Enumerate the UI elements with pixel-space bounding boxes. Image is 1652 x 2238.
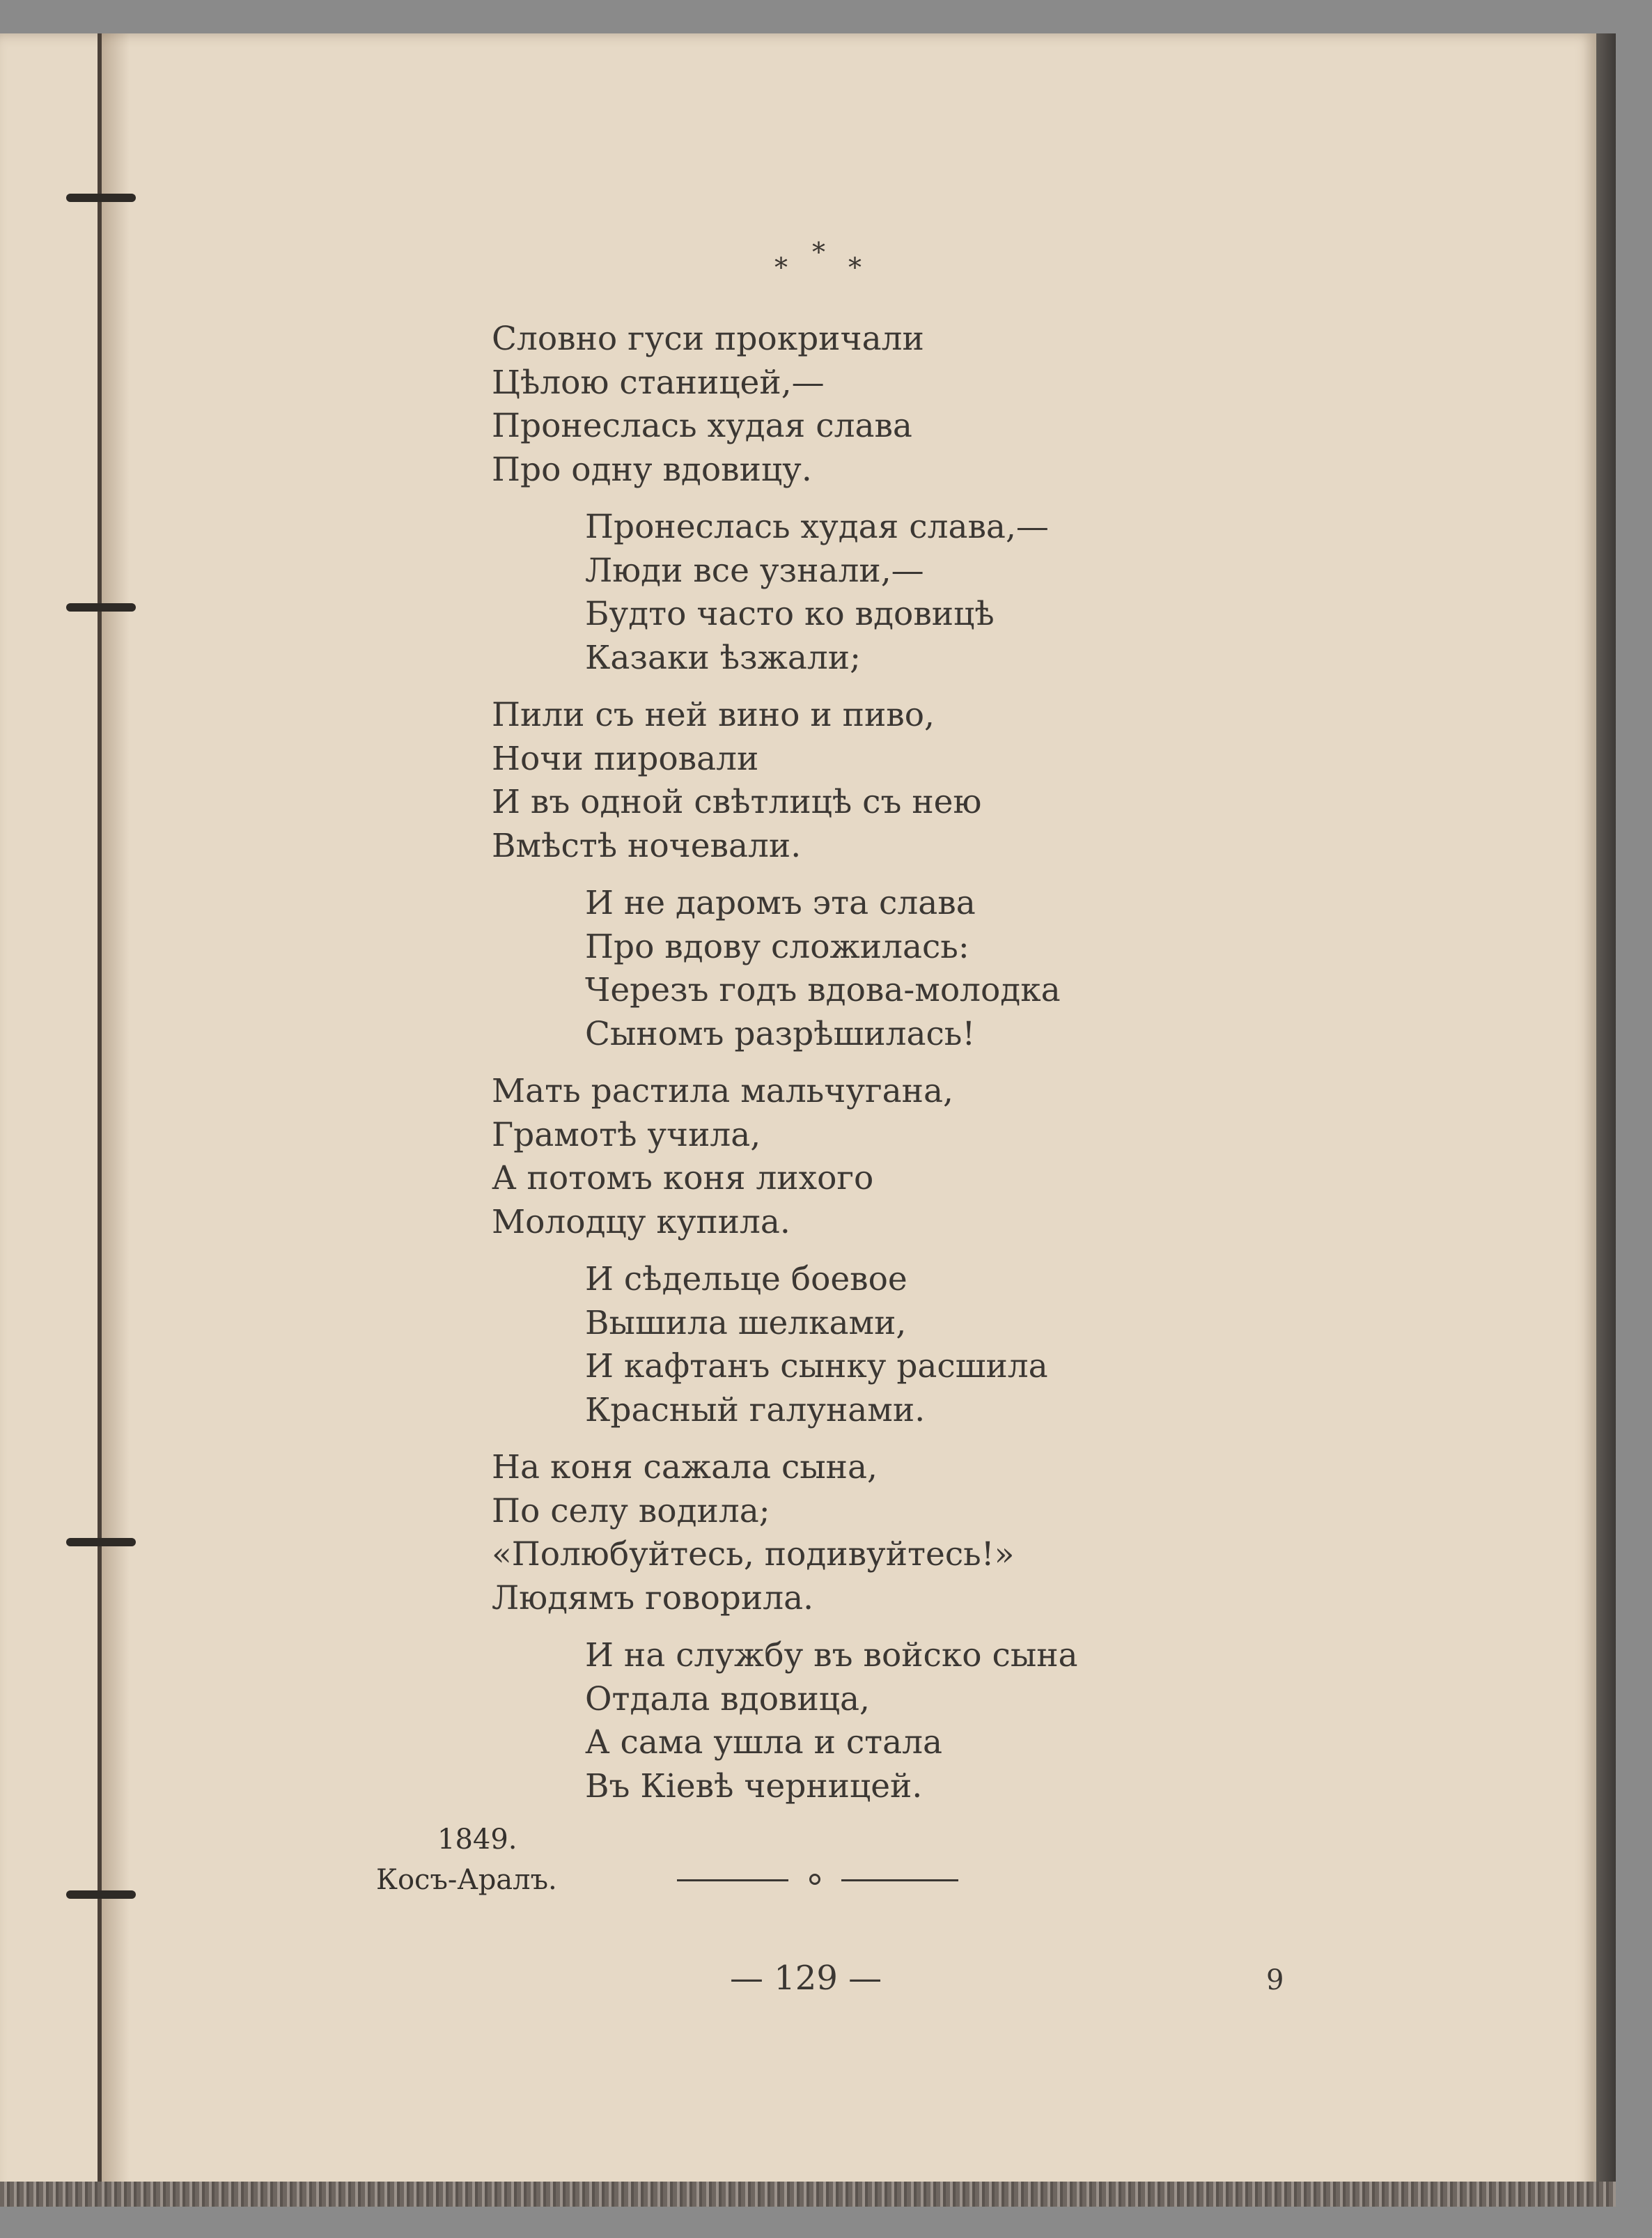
poem-line: Отдала вдовица, [585,1679,870,1718]
book-edge-bottom [0,2182,1616,2207]
stanza [492,1446,1078,1620]
stanza [585,1258,1078,1432]
poem-line: Пронеслась худая слава,— [585,508,1049,546]
poem-line: На коня сажала сына, [492,1448,878,1486]
poem-line: И сѣдельце боевое [585,1260,907,1298]
poem-body [492,318,1078,1822]
poem-line: По селу водила; [492,1491,770,1530]
ornament-rule-left [677,1879,788,1881]
poem-line: Про вдову сложилась: [585,927,969,966]
stanza [585,1634,1078,1808]
poem-line: Люди все узнали,— [585,551,924,590]
poem-line: Будто часто ко вдовицѣ [585,595,995,633]
poem-line: Вмѣстѣ ночевали. [492,826,802,865]
poem-line: И кафтанъ сынку расшила [585,1347,1048,1385]
poem-line: Въ Кіевѣ черницей. [585,1766,923,1805]
poem-line: «Полюбуйтесь, подивуйтесь!» [492,1535,1015,1573]
poem-line: А сама ушла и стала [585,1723,943,1762]
binding-stitch [66,1890,136,1899]
poem-line: Словно гуси прокричали [492,320,924,358]
ornament-rule-right [841,1879,958,1881]
poem-line: Цѣлою станицей,— [492,363,825,402]
poem-line: Пили съ ней вино и пиво, [492,696,935,734]
poem-line: Людямъ говорила. [492,1578,814,1617]
stanza [492,694,1078,868]
binding-stitch [66,603,136,612]
gutter-shadow [102,33,130,2182]
section-asterisks: * * * [774,237,862,283]
stanza [585,882,1078,1056]
stanza [585,506,1078,680]
poem-line: Мать растила мальчугана, [492,1072,953,1110]
poem-date: 1849. [437,1824,517,1856]
poem-line: Про одну вдовицу. [492,450,812,489]
poem-line: Черезъ годъ вдова-молодка [585,971,1061,1009]
poem-line: И не даромъ эта слава [585,884,976,922]
book-edge-right [1596,33,1616,2207]
stanza [492,1070,1078,1244]
poem-line: Красный галунами. [585,1390,926,1429]
signature-mark: 9 [1266,1964,1284,1996]
binding-stitch [66,194,136,202]
ornament-circle [809,1874,820,1885]
poem-place: Косъ-Аралъ. [376,1864,557,1896]
poem-line: Казаки ѣзжали; [585,638,861,677]
poem-line: И въ одной свѣтлицѣ съ нею [492,783,982,821]
poem-line: И на службу въ войско сына [585,1636,1078,1674]
poem-line: Грамотѣ учила, [492,1115,761,1154]
poem-line: Вышила шелками, [585,1303,907,1342]
poem-line: Пронеслась худая слава [492,407,912,445]
binding-stitch [66,1538,136,1546]
poem-line: Сыномъ разрѣшилась! [585,1014,976,1053]
page-number: — 129 — [730,1959,882,1998]
poem-line: Молодцу купила. [492,1202,790,1241]
poem-line: Ночи пировали [492,739,759,778]
stanza [492,318,1078,492]
end-ornament [677,1870,958,1890]
poem-line: А потомъ коня лихого [492,1159,874,1197]
